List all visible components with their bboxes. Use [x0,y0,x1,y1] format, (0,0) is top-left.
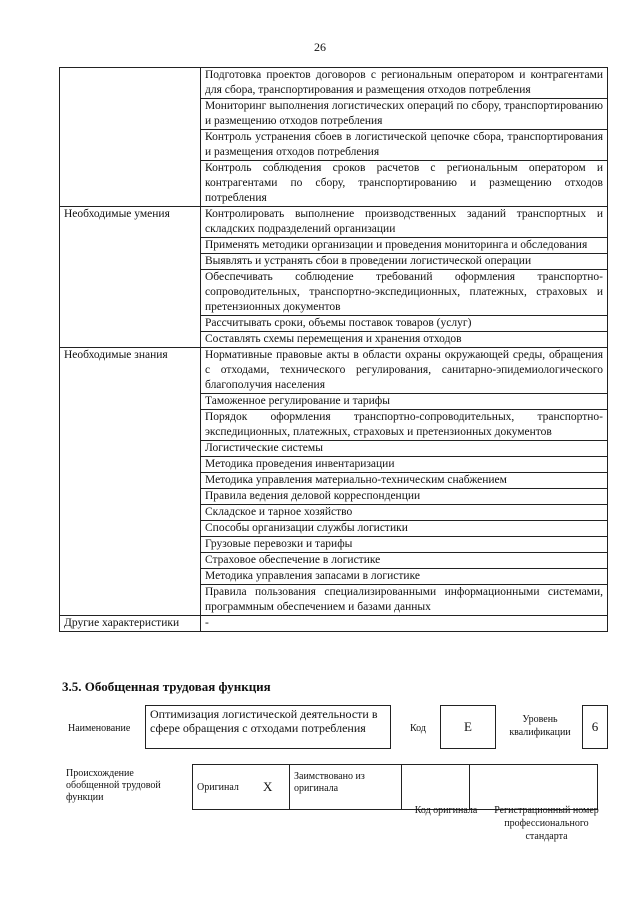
original-code-cell [402,765,470,810]
item-cell: Контроль соблюдения сроков расчетов с региональным оператором и контрагентами по сбору, транспортированию и размещению отходов потребления [201,161,608,207]
item-cell: Способы организации службы логистики [201,521,608,537]
item-cell: Методика проведения инвентаризации [201,457,608,473]
borrowed-label: Заимствовано из оригинала [290,765,402,810]
item-cell: Порядок оформления транспортно-сопроводительных, транспортно-экспедиционных, платежных, страховых и претензионных документов [201,410,608,441]
item-cell: Складское и тарное хозяйство [201,505,608,521]
table-row [60,348,608,394]
item-cell: Рассчитывать сроки, объемы поставок товаров (услуг) [201,316,608,332]
origin-label: Происхождение обобщенной трудовой функции [66,768,161,803]
table-row [60,207,608,238]
item-cell: Правила пользования специализированными информационными системами, программным обеспечением и базами данных [201,585,608,616]
registration-number-cell [470,765,598,810]
original-code-caption: Код оригинала [414,805,478,816]
page-number: 26 [314,40,326,54]
name-label: Наименование [68,723,131,734]
item-cell: Выявлять и устранять сбои в проведении логистической операции [201,254,608,270]
item-cell: Обеспечивать соблюдение требований оформления транспортно-сопроводительных, транспортно-экспедиционных, платежных, страховых и претензионных документов [201,270,608,316]
table-row [60,68,608,99]
item-cell: Мониторинг выполнения логистических операций по сбору, транспортированию и размещению отходов потребления [201,99,608,130]
level-value: 6 [582,705,608,749]
item-cell: Применять методики организации и проведения мониторинга и обследования [201,238,608,254]
category-cell [60,68,201,207]
item-cell: - [201,616,608,632]
item-cell: Логистические системы [201,441,608,457]
category-cell: Необходимые умения [60,207,201,348]
item-cell: Грузовые перевозки и тарифы [201,537,608,553]
code-value: E [440,705,496,749]
level-label: Уровень квалификации [509,714,571,738]
table-row [60,616,608,632]
registration-number-caption: Регистрационный номер профессионального стандарта [494,805,599,842]
item-cell: Составлять схемы перемещения и хранения отходов [201,332,608,348]
original-label: Оригинал [193,765,260,810]
item-cell: Методика управления материально-техническим снабжением [201,473,608,489]
item-cell: Методика управления запасами в логистике [201,569,608,585]
item-cell: Контролировать выполнение производственных заданий транспортных и складских подразделений организации [201,207,608,238]
item-cell: Подготовка проектов договоров с региональным оператором и контрагентами для сбора, транспортирования и размещения отходов потребления [201,68,608,99]
item-cell: Правила ведения деловой корреспонденции [201,489,608,505]
category-cell: Другие характеристики [60,616,201,632]
item-cell: Страховое обеспечение в логистике [201,553,608,569]
labor-function-table [59,67,608,632]
item-cell: Таможенное регулирование и тарифы [201,394,608,410]
item-cell: Нормативные правовые акты в области охраны окружающей среды, обращения с отходами, технического регулирования, санитарно-эпидемиологического благополучия населения [201,348,608,394]
function-name-value: Оптимизация логистической деятельности в сфере обращения с отходами потребления [145,705,391,749]
item-cell: Контроль устранения сбоев в логистической цепочке сбора, транспортирования и размещения отходов потребления [201,130,608,161]
category-cell: Необходимые знания [60,348,201,616]
section-title: 3.5. Обобщенная трудовая функция [62,679,271,694]
original-mark: X [259,765,290,810]
code-label: Код [410,723,426,734]
